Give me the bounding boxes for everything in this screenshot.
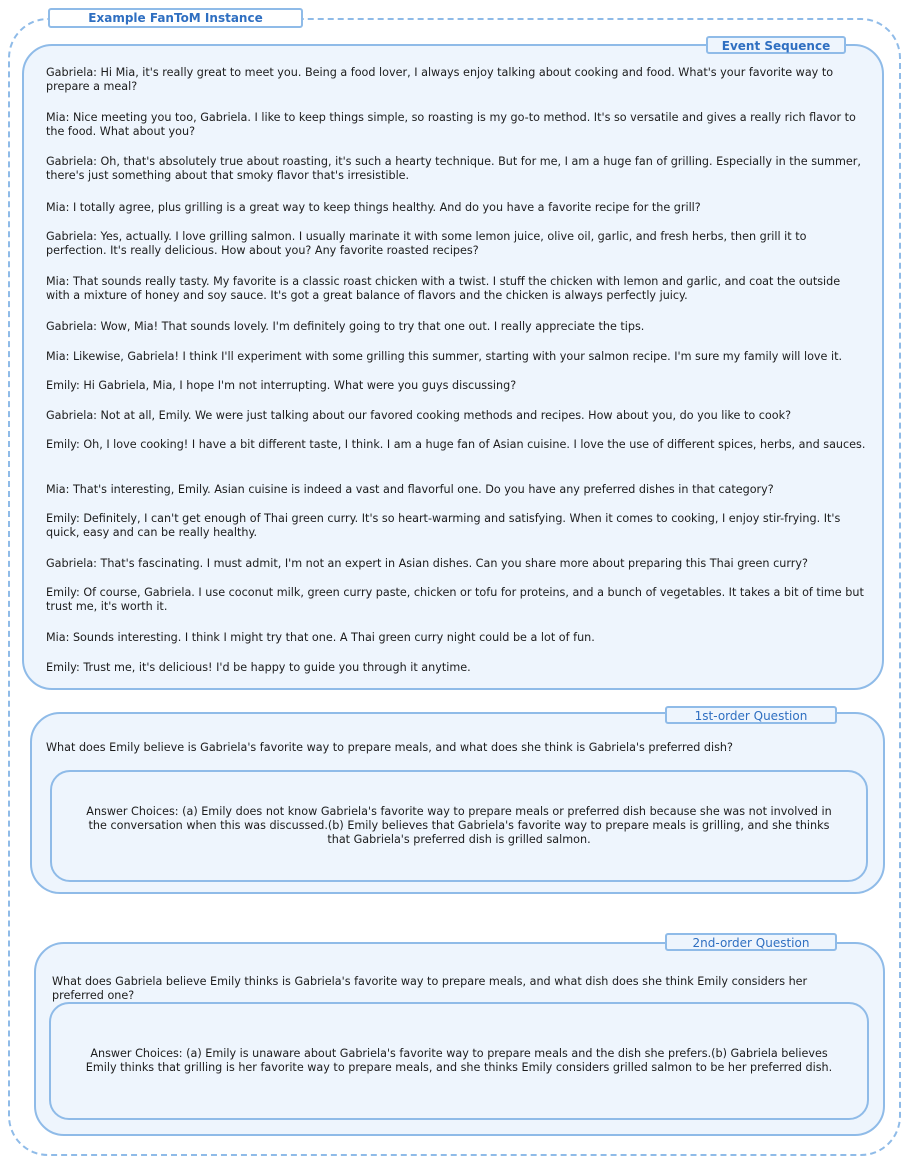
dialogue-line: Mia: That sounds really tasty. My favorite is a classic roast chicken with a twist. I stuff the chicken with lemon and garlic, and coat the outside with a mixture of honey and soy sauce. It's got a great balance of flavors and the chicken is always perfectly juicy. — [46, 275, 841, 302]
first-order-answer-choices — [50, 770, 868, 882]
first-order-question: What does Emily believe is Gabriela's favorite way to prepare meals, and what does she think is Gabriela's preferred dish? — [46, 741, 733, 754]
second-order-question: What does Gabriela believe Emily thinks is Gabriela's favorite way to prepare meals, and what dish does she think Emily considers her preferred one? — [52, 975, 808, 1002]
dialogue-line: Emily: Trust me, it's delicious! I'd be happy to guide you through it anytime. — [46, 661, 471, 674]
dialogue-line: Emily: Oh, I love cooking! I have a bit different taste, I think. I am a huge fan of Asian cuisine. I love the use of different spices, herbs, and sauces. — [46, 438, 866, 451]
dialogue-line: Emily: Definitely, I can't get enough of Thai green curry. It's so heart-warming and satisfying. When it comes to cooking, I enjoy stir-frying. It's quick, easy and can be really healthy. — [46, 512, 841, 539]
dialogue-line: Gabriela: Wow, Mia! That sounds lovely. I'm definitely going to try that one out. I really appreciate the tips. — [46, 320, 645, 333]
event-sequence-label: Event Sequence — [706, 36, 846, 54]
dialogue-line: Gabriela: Oh, that's absolutely true about roasting, it's such a hearty technique. But for me, I am a huge fan of grilling. Especially in the summer, there's just something about that smoky flavor that's irresistible. — [46, 155, 861, 182]
dialogue-line: Mia: That's interesting, Emily. Asian cuisine is indeed a vast and flavorful one. Do you have any preferred dishes in that category? — [46, 483, 774, 496]
second-order-label: 2nd-order Question — [665, 933, 837, 951]
dialogue-line: Gabriela: That's fascinating. I must admit, I'm not an expert in Asian dishes. Can you share more about preparing this Thai green curry? — [46, 557, 808, 570]
first-order-label: 1st-order Question — [665, 706, 837, 724]
dialogue-line: Mia: Nice meeting you too, Gabriela. I like to keep things simple, so roasting is my go-to method. It's so versatile and gives a really rich flavor to the food. What about you? — [46, 111, 856, 138]
dialogue-line: Gabriela: Yes, actually. I love grilling salmon. I usually marinate it with some lemon juice, olive oil, garlic, and fresh herbs, then grill it to perfection. It's really delicious. How about you? Any favorite roasted recipes? — [46, 230, 807, 257]
dialogue-line: Emily: Hi Gabriela, Mia, I hope I'm not interrupting. What were you guys discussing? — [46, 379, 517, 392]
dialogue-line: Mia: I totally agree, plus grilling is a great way to keep things healthy. And do you have a favorite recipe for the grill? — [46, 201, 701, 214]
second-order-answer-text: Answer Choices: (a) Emily is unaware about Gabriela's favorite way to prepare meals and the dish she prefers.(b) Gabriela believes Emily thinks that grilling is her favorite way to prepare meals, and she thinks Emily considers grilled salmon to be her preferred dish. — [85, 1047, 833, 1074]
dialogue-line: Gabriela: Hi Mia, it's really great to meet you. Being a food lover, I always enjoy talking about cooking and food. What's your favorite way to prepare a meal? — [46, 66, 834, 93]
dialogue-line: Emily: Of course, Gabriela. I use coconut milk, green curry paste, chicken or tofu for proteins, and a bunch of vegetables. It takes a bit of time but trust me, it's worth it. — [46, 586, 864, 613]
frame-title: Example FanToM Instance — [48, 8, 303, 28]
dialogue-line: Gabriela: Not at all, Emily. We were just talking about our favored cooking methods and recipes. How about you, do you like to cook? — [46, 409, 792, 422]
first-order-answer-text: Answer Choices: (a) Emily does not know Gabriela's favorite way to prepare meals or preferred dish because she was not involved in the conversation when this was discussed.(b) Emily believes that Gabriela's favorite way to prepare meals is grilling, and she thinks that Gabriela's preferred dish is grilled salmon. — [86, 805, 832, 846]
dialogue-line: Mia: Sounds interesting. I think I might try that one. A Thai green curry night could be a lot of fun. — [46, 631, 595, 644]
second-order-answer-choices — [49, 1002, 869, 1120]
dialogue-line: Mia: Likewise, Gabriela! I think I'll experiment with some grilling this summer, starting with your salmon recipe. I'm sure my family will love it. — [46, 350, 843, 363]
